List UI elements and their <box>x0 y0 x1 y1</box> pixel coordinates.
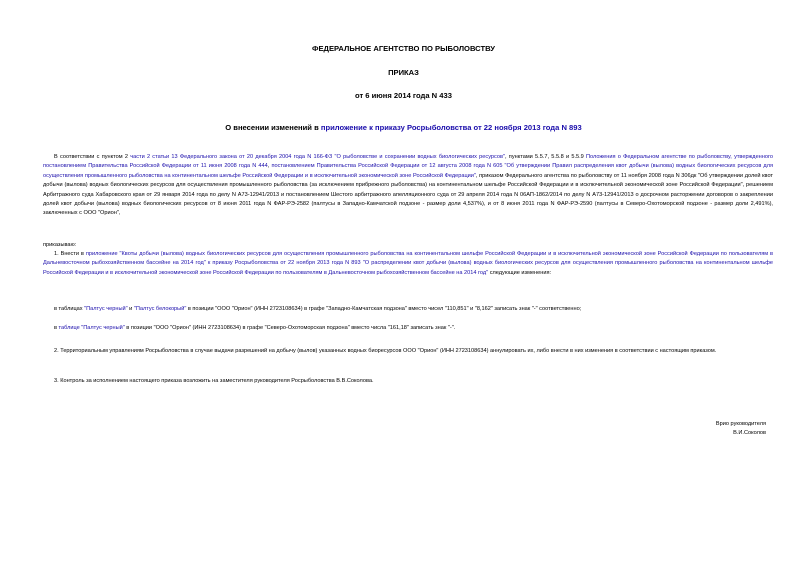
order-date-number: от 6 июня 2014 года N 433 <box>355 91 452 100</box>
item-1-text-1: 1. Внести в <box>54 251 86 257</box>
document-type-heading: ПРИКАЗ <box>388 68 419 77</box>
preamble-text-1: В соответствии с пунктом 2 <box>54 154 131 160</box>
preamble-link-decree[interactable]: постановлением Правительства Российской Федерации от 12 августа 2008 года N 605 "Об утверждении Правил распределения квот добычи (вылова) водных биологических ресурсов для осуществления промышленного рыболовства на континентальном шельфе Российской Федерации и в исключительной экономической зоне Российской Федерации" <box>43 163 773 179</box>
change-1-text-3: в позиции "ООО "Орион" (ИНН 2723108634) в графе "Западно-Камчатская подзона" вместо чисел "110,851" и "8,162" записать знак "-" соответственно; <box>186 306 582 312</box>
change-2-paragraph <box>43 324 773 333</box>
item-1-paragraph <box>43 250 773 278</box>
signature-block <box>716 420 766 439</box>
change-1-text-1: в таблицах <box>54 306 85 312</box>
preamble-text-2: , пунктами 5.5.7, 5.5.8 и 5.5.9 <box>504 154 587 160</box>
preamble-link-law[interactable]: части 2 статьи 13 Федерального закона от 20 декабря 2004 года N 166-ФЗ "О рыболовстве и сохранении водных биологических ресурсов" <box>130 154 505 160</box>
signatory-role: Врио руководителя <box>715 421 766 427</box>
change-1-link-black-halibut[interactable]: "Палтус черный" <box>84 306 128 312</box>
change-2-link-table[interactable]: таблице "Палтус черный" <box>58 325 125 331</box>
order-title-link[interactable]: приложение к приказу Росрыболовства от 22 ноября 2013 года N 893 <box>320 123 582 132</box>
preamble-text-3: , <box>267 163 272 170</box>
item-1-link-appendix[interactable]: приложение "Квоты добычи (вылова) водных биологических ресурсов для осуществления промышленного рыболовства на континентальном шельфе Российской Федерации и в исключительной экономической зоне Российской Федерации по пользователям в Дальневосточном рыбохозяйственном бассейне на 2014 год" к приказу Росрыболовства от 22 ноября 2013 года N 893 "О распределении квот добычи (вылова) водных биологических ресурсов для осуществления промышленного рыболовства на континентальном шельфе Российской Федерации и в исключительной экономической зоне Российской Федерации по пользователям в Дальневосточном рыбохозяйственном бассейне на 2014 год" <box>43 251 773 276</box>
order-title-prefix: О внесении изменений в <box>225 123 321 132</box>
change-1-paragraph <box>43 305 773 314</box>
signatory-name: В.И.Соколов <box>733 430 766 437</box>
change-2-text-1: в <box>54 325 59 331</box>
item-3-paragraph: 3. Контроль за исполнением настоящего приказа возложить на заместителя руководителя Росрыболовства В.В.Соколова. <box>54 378 374 384</box>
change-2-text-2: в позиции "ООО "Орион" (ИНН 2723108634) в графе "Северо-Охотоморская подзона" вместо числа "161,18" записать знак "-". <box>124 325 456 331</box>
item-1-text-2: следующие изменения: <box>488 269 552 276</box>
agency-heading: ФЕДЕРАЛЬНОЕ АГЕНТСТВО ПО РЫБОЛОВСТВУ <box>312 44 495 53</box>
order-verb: приказываю: <box>43 242 77 248</box>
preamble-link-regulation[interactable]: Положения о Федеральном агентстве по рыболовству, утвержденного постановлением Правительства Российской Федерации от 11 июня 2008 года N 444 <box>43 154 773 170</box>
item-2-paragraph: 2. Территориальным управлениям Росрыболовства в случае выдачи разрешений на добычу (вылов) указанных водных биоресурсов ООО "Орион" (ИНН 2723108634) аннулировать их, либо внести в них изменения в соответствии с настоящим приказом. <box>54 348 717 354</box>
preamble-paragraph <box>43 153 773 219</box>
order-title <box>0 123 807 132</box>
change-1-link-white-halibut[interactable]: "Палтус белокорый" <box>133 306 187 312</box>
change-1-text-2: и <box>127 306 134 312</box>
preamble-text-4: , приказом Федерального агентства по рыболовству от 11 ноября 2008 года N 306дк "Об утверждении долей квот добычи (вылова) водных биологических ресурсов для осуществления промышленного рыболовства (за исключением прибрежного рыболовства) на континентальном шельфе Российской Федерации и в исключительной экономической зоне Российской Федерации", решением Арбитражного суда Хабаровского края от 29 января 2014 года по делу N А73-12941/2013 и постановлением Шестого арбитражного апелляционного суда от 29 апреля 2014 года N 06АП-1862/2014 по делу N А73-12941/2013 о досрочном расторжении договоров о закреплении долей квот добычи (вылова) водных биологических ресурсов от 8 июня 2011 года N ФАР-РЭ-2582 (палтусы в Западно-Камчатской подзоне - размер доли 4,537%), и от 8 июня 2011 года N ФАР-РЭ-2590 (палтусы в Северо-Охотоморской подзоне - размер доли 2,491%), заключенных с ООО "Орион", <box>43 172 773 217</box>
